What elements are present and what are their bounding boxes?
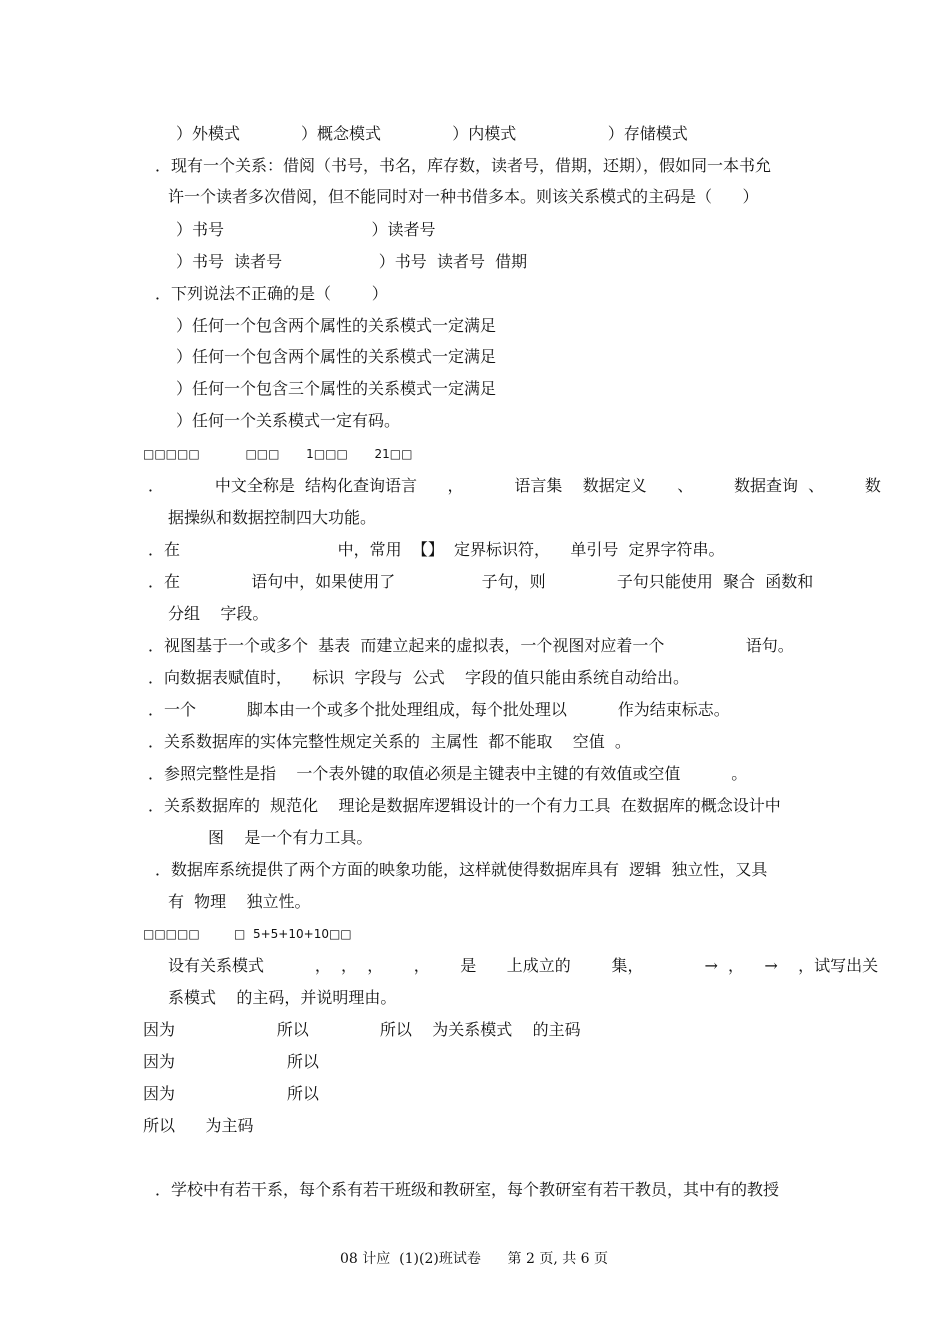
fill-referential-integrity: ．参照完整性是指 一个表外键的取值必须是主键表中主键的有效值或空值 。 bbox=[148, 764, 748, 783]
section-heading-answer: □□□□□ □ 5+5+10+10□□ bbox=[143, 927, 352, 941]
answer-line-1: 因为 所以 所以 为关系模式 的主码 bbox=[143, 1020, 581, 1039]
answer-line-4: 所以 为主码 bbox=[143, 1116, 254, 1135]
fill-independence-cont: 有 物理 独立性。 bbox=[168, 892, 311, 911]
fill-entity-integrity: ．关系数据库的实体完整性规定关系的 主属性 都不能取 空值 。 bbox=[148, 732, 631, 751]
page-footer: 08 计应 (1)(2)班试卷 第 2 页, 共 6 页 bbox=[340, 1251, 609, 1267]
q-option-c: ）任何一个包含三个属性的关系模式一定满足 bbox=[176, 379, 497, 398]
fill-delimiters: ．在 中，常用 【】 定界标识符， 单引号 定界字符串。 bbox=[148, 540, 725, 559]
q-option-a: ）任何一个包含两个属性的关系模式一定满足 bbox=[176, 316, 497, 335]
fill-groupby: ．在 语句中，如果使用了 子句，则 子句只能使用 聚合 函数和 bbox=[148, 572, 814, 591]
q-incorrect-statement: ．下列说法不正确的是（ ） bbox=[155, 284, 388, 303]
answer-line-2: 因为 所以 bbox=[143, 1052, 319, 1071]
fill-normalization: ．关系数据库的 规范化 理论是数据库逻辑设计的一个有力工具 在数据库的概念设计中 bbox=[148, 796, 781, 815]
fill-identity: ．向数据表赋值时， 标识 字段与 公式 字段的值只能由系统自动给出。 bbox=[148, 668, 690, 687]
fill-sql-name: ． 中文全称是 结构化查询语言 ， 语言集 数据定义 、 数据查询 、 数 bbox=[148, 476, 881, 495]
section-heading-fill-in: □□□□□ □□□ 1□□□ 21□□ bbox=[143, 447, 413, 461]
q-school-er: ．学校中有若干系，每个系有若干班级和教研室，每个教研室有若干教员，其中有的教授 bbox=[155, 1180, 780, 1199]
answer-line-3: 因为 所以 bbox=[143, 1084, 319, 1103]
q-option-b: ）任何一个包含两个属性的关系模式一定满足 bbox=[176, 347, 497, 366]
fill-batch: ．一个 脚本由一个或多个批处理组成，每个批处理以 作为结束标志。 bbox=[148, 700, 730, 719]
q-borrow-relation: ．现有一个关系：借阅（书号，书名，库存数，读者号，借期，还期），假如同一本书允 bbox=[155, 156, 772, 175]
fill-normalization-cont: 图 是一个有力工具。 bbox=[208, 828, 373, 847]
q-options-schema: ）外模式 ）概念模式 ）内模式 ）存储模式 bbox=[176, 124, 688, 143]
answer-q-relation: 设有关系模式 ， ， ， ， 是 上成立的 集， → ， → ，试写出关 bbox=[168, 956, 879, 975]
q-borrow-option-ab: ）书号 ）读者号 bbox=[176, 220, 436, 239]
fill-view: ．视图基于一个或多个 基表 而建立起来的虚拟表，一个视图对应着一个 语句。 bbox=[148, 636, 794, 655]
q-option-d: ）任何一个关系模式一定有码。 bbox=[176, 411, 401, 430]
q-borrow-relation-cont: 许一个读者多次借阅，但不能同时对一种书借多本。则该关系模式的主码是（ ） bbox=[168, 187, 759, 206]
fill-independence: ．数据库系统提供了两个方面的映象功能，这样就使得数据库具有 逻辑 独立性，又具 bbox=[155, 860, 768, 879]
fill-sql-name-cont: 据操纵和数据控制四大功能。 bbox=[168, 508, 377, 527]
answer-q-relation-cont: 系模式 的主码，并说明理由。 bbox=[168, 988, 397, 1007]
q-borrow-option-cd: ）书号 读者号 ）书号 读者号 借期 bbox=[176, 252, 528, 271]
fill-groupby-cont: 分组 字段。 bbox=[168, 604, 269, 623]
